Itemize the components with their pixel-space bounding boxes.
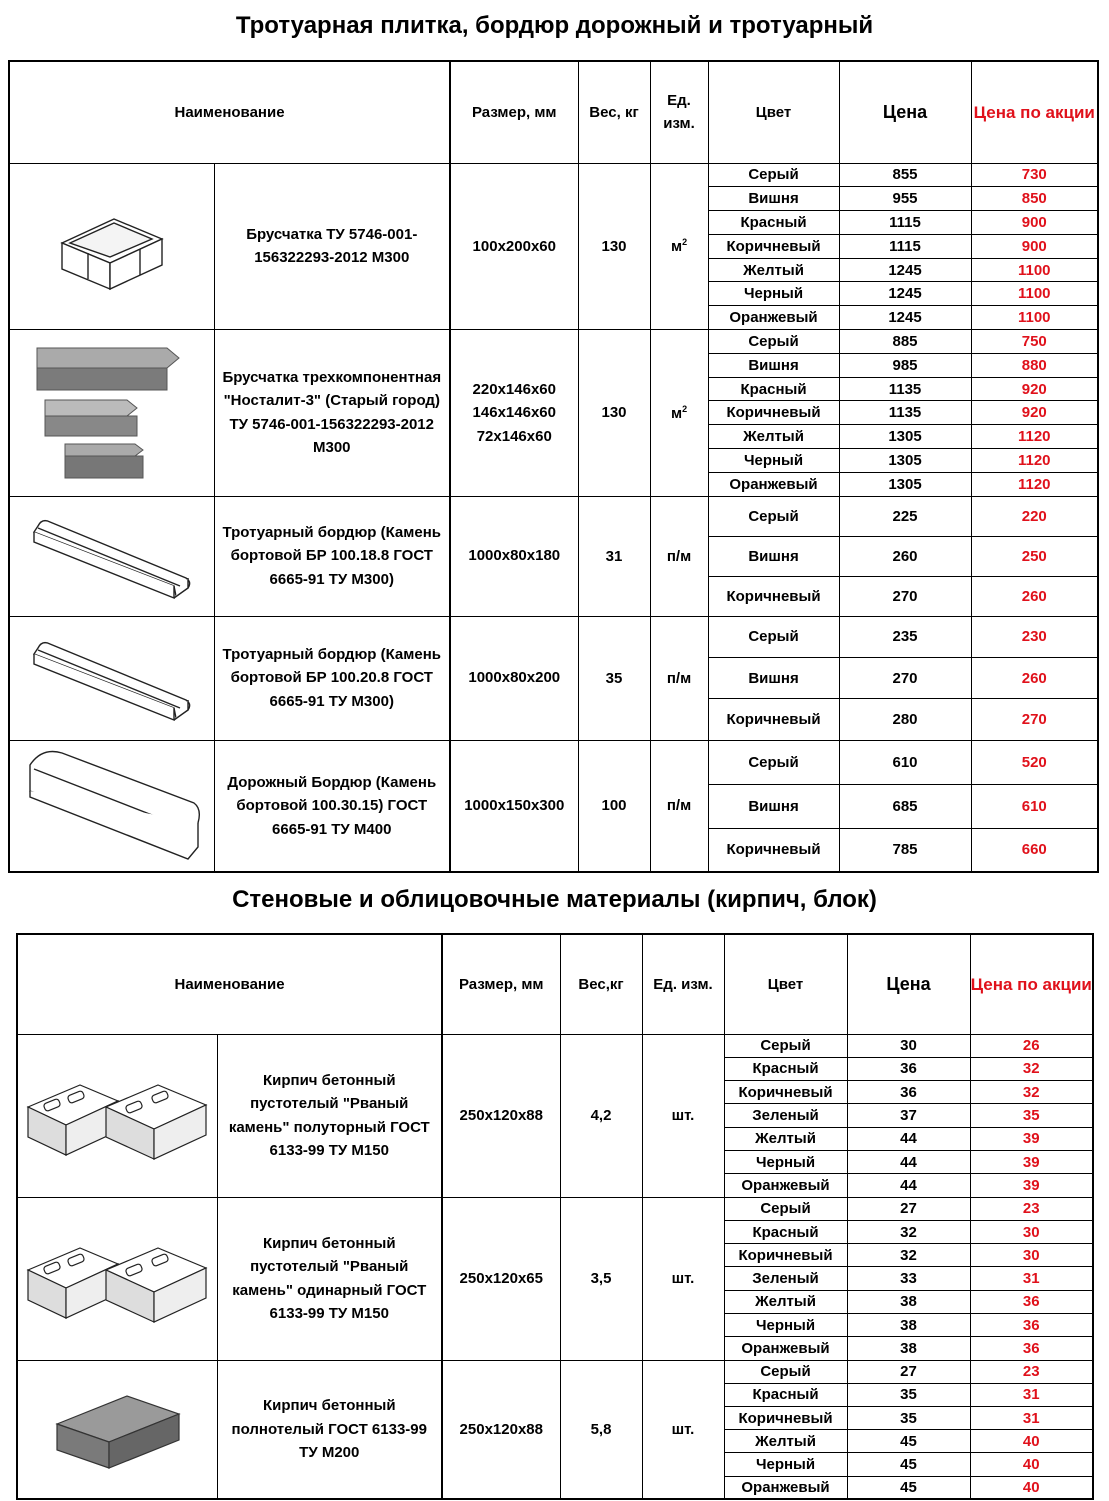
color-cell: Вишня <box>708 784 839 828</box>
product-size: 1000x150x300 <box>450 740 578 872</box>
promo-price-cell: 31 <box>970 1267 1093 1290</box>
price-cell: 27 <box>847 1360 970 1383</box>
price-cell: 1135 <box>839 377 971 401</box>
price-cell: 45 <box>847 1453 970 1476</box>
color-cell: Красный <box>724 1383 847 1406</box>
table-row <box>9 496 1098 536</box>
color-cell: Серый <box>708 496 839 536</box>
promo-price-cell: 39 <box>970 1127 1093 1150</box>
product-unit <box>650 496 708 616</box>
promo-price-cell: 880 <box>971 353 1098 377</box>
price-cell: 785 <box>839 828 971 872</box>
promo-price-cell: 32 <box>970 1081 1093 1104</box>
promo-price-cell: 40 <box>970 1453 1093 1476</box>
color-cell: Желтый <box>724 1430 847 1453</box>
promo-price-cell: 850 <box>971 187 1098 211</box>
table-row <box>17 1360 1093 1383</box>
table-row <box>9 740 1098 784</box>
price-cell: 1115 <box>839 211 971 235</box>
solid-brick-icon <box>18 1384 217 1474</box>
unit-exponent: 2 <box>682 403 688 414</box>
promo-price-cell: 920 <box>971 377 1098 401</box>
color-cell: Коричневый <box>708 699 839 740</box>
promo-price-cell: 31 <box>970 1383 1093 1406</box>
product-unit <box>650 740 708 872</box>
color-cell: Коричневый <box>724 1081 847 1104</box>
price-cell: 955 <box>839 187 971 211</box>
promo-price-cell: 26 <box>970 1034 1093 1057</box>
promo-price-cell: 36 <box>970 1337 1093 1360</box>
product-unit <box>650 163 708 330</box>
product-image <box>9 496 214 616</box>
product-weight: 31 <box>578 496 650 616</box>
product-image <box>9 163 214 330</box>
promo-price-cell: 23 <box>970 1360 1093 1383</box>
price-cell: 1115 <box>839 234 971 258</box>
header-price: Цена <box>847 934 970 1034</box>
product-size: 1000x80x180 <box>450 496 578 616</box>
product-name: Брусчатка ТУ 5746-001-156322293-2012 М300 <box>214 163 450 330</box>
color-cell: Красный <box>724 1057 847 1080</box>
hollow-brick-icon <box>18 1071 217 1161</box>
header-row <box>9 61 1098 163</box>
unit-label: шт. <box>671 1107 695 1125</box>
product-name: Кирпич бетонный пустотелый "Рваный камень" полуторный ГОСТ 6133-99 ТУ М150 <box>217 1034 442 1197</box>
price-cell: 855 <box>839 163 971 187</box>
color-cell: Серый <box>724 1034 847 1057</box>
price-cell: 38 <box>847 1290 970 1313</box>
color-cell: Коричневый <box>724 1407 847 1430</box>
color-cell: Оранжевый <box>708 306 839 330</box>
price-cell: 35 <box>847 1383 970 1406</box>
price-cell: 27 <box>847 1197 970 1220</box>
table-row <box>17 1034 1093 1057</box>
price-cell: 38 <box>847 1314 970 1337</box>
price-cell: 260 <box>839 536 971 576</box>
promo-price-cell: 40 <box>970 1430 1093 1453</box>
product-image <box>17 1360 217 1499</box>
color-cell: Красный <box>708 377 839 401</box>
color-cell: Коричневый <box>708 234 839 258</box>
promo-price-cell: 1100 <box>971 258 1098 282</box>
color-cell: Желтый <box>708 258 839 282</box>
unit-label: п/м <box>666 797 692 815</box>
promo-price-cell: 30 <box>970 1244 1093 1267</box>
promo-price-cell: 250 <box>971 536 1098 576</box>
promo-price-cell: 1120 <box>971 449 1098 473</box>
price-cell: 270 <box>839 576 971 616</box>
color-cell: Черный <box>724 1453 847 1476</box>
color-cell: Серый <box>724 1360 847 1383</box>
promo-price-cell: 520 <box>971 740 1098 784</box>
product-name: Брусчатка трехкомпонентная "Носталит-3" (Старый город) ТУ 5746-001-156322293-2012 М300 <box>214 330 450 497</box>
product-size: 1000x80x200 <box>450 616 578 740</box>
price-cell: 45 <box>847 1476 970 1499</box>
promo-price-cell: 270 <box>971 699 1098 740</box>
price-cell: 33 <box>847 1267 970 1290</box>
product-size: 220x146x60 146x146x60 72x146x60 <box>450 330 578 497</box>
color-cell: Вишня <box>708 657 839 698</box>
promo-price-cell: 23 <box>970 1197 1093 1220</box>
promo-price-cell: 30 <box>970 1220 1093 1243</box>
color-cell: Черный <box>708 282 839 306</box>
product-unit <box>642 1197 724 1360</box>
price-cell: 36 <box>847 1081 970 1104</box>
promo-price-cell: 1120 <box>971 425 1098 449</box>
color-cell: Красный <box>708 211 839 235</box>
product-size: 250x120x88 <box>442 1034 560 1197</box>
product-unit <box>642 1360 724 1499</box>
price-cell: 37 <box>847 1104 970 1127</box>
price-cell: 45 <box>847 1430 970 1453</box>
header-row <box>17 934 1093 1034</box>
promo-price-cell: 1100 <box>971 282 1098 306</box>
promo-price-cell: 1120 <box>971 472 1098 496</box>
product-image <box>9 740 214 872</box>
promo-price-cell: 900 <box>971 234 1098 258</box>
unit-label: м <box>670 404 683 422</box>
price-cell: 1245 <box>839 258 971 282</box>
price-cell: 30 <box>847 1034 970 1057</box>
price-cell: 44 <box>847 1150 970 1173</box>
promo-price-cell: 36 <box>970 1290 1093 1313</box>
header-color: Цвет <box>708 61 839 163</box>
sidewalk-curb-icon <box>10 506 214 606</box>
color-cell: Желтый <box>724 1127 847 1150</box>
color-cell: Коричневый <box>708 401 839 425</box>
promo-price-cell: 900 <box>971 211 1098 235</box>
color-cell: Коричневый <box>708 576 839 616</box>
price-cell: 235 <box>839 616 971 657</box>
color-cell: Вишня <box>708 187 839 211</box>
color-cell: Серый <box>708 740 839 784</box>
promo-price-cell: 1100 <box>971 306 1098 330</box>
price-cell: 44 <box>847 1174 970 1197</box>
header-size: Размер, мм <box>450 61 578 163</box>
promo-price-cell: 31 <box>970 1407 1093 1430</box>
table-row <box>17 1197 1093 1220</box>
color-cell: Зеленый <box>724 1104 847 1127</box>
price-cell: 280 <box>839 699 971 740</box>
price-cell: 1305 <box>839 425 971 449</box>
price-cell: 1305 <box>839 449 971 473</box>
sidewalk-curb-icon <box>10 628 214 728</box>
header-unit: Ед. изм. <box>650 61 708 163</box>
color-cell: Оранжевый <box>724 1476 847 1499</box>
product-image <box>17 1034 217 1197</box>
color-cell: Черный <box>708 449 839 473</box>
price-cell: 1135 <box>839 401 971 425</box>
promo-price-cell: 220 <box>971 496 1098 536</box>
header-promo: Цена по акции <box>970 934 1093 1034</box>
promo-price-cell: 230 <box>971 616 1098 657</box>
product-size: 250x120x65 <box>442 1197 560 1360</box>
price-cell: 36 <box>847 1057 970 1080</box>
three-component-paving-icon <box>10 338 214 488</box>
color-cell: Черный <box>724 1314 847 1337</box>
promo-price-cell: 660 <box>971 828 1098 872</box>
product-size: 250x120x88 <box>442 1360 560 1499</box>
promo-price-cell: 260 <box>971 576 1098 616</box>
section-title-wall-materials: Стеновые и облицовочные материалы (кирпич, блок) <box>232 886 877 913</box>
hollow-brick-icon <box>18 1234 217 1324</box>
price-cell: 35 <box>847 1407 970 1430</box>
promo-price-cell: 260 <box>971 657 1098 698</box>
price-cell: 38 <box>847 1337 970 1360</box>
promo-price-cell: 39 <box>970 1150 1093 1173</box>
unit-label: шт. <box>671 1420 695 1438</box>
product-weight: 4,2 <box>560 1034 642 1197</box>
product-weight: 3,5 <box>560 1197 642 1360</box>
price-cell: 610 <box>839 740 971 784</box>
color-cell: Желтый <box>708 425 839 449</box>
price-cell: 32 <box>847 1220 970 1243</box>
promo-price-cell: 36 <box>970 1314 1093 1337</box>
color-cell: Оранжевый <box>724 1337 847 1360</box>
color-cell: Серый <box>708 330 839 354</box>
product-name: Тротуарный бордюр (Камень бортовой БР 100.18.8 ГОСТ 6665-91 ТУ М300) <box>214 496 450 616</box>
color-cell: Оранжевый <box>724 1174 847 1197</box>
product-name: Дорожный Бордюр (Камень бортовой 100.30.15) ГОСТ 6665-91 ТУ М400 <box>214 740 450 872</box>
unit-label: м <box>670 238 683 256</box>
price-cell: 1245 <box>839 306 971 330</box>
color-cell: Оранжевый <box>708 472 839 496</box>
color-cell: Зеленый <box>724 1267 847 1290</box>
price-cell: 885 <box>839 330 971 354</box>
unit-exponent: 2 <box>682 237 688 248</box>
color-cell: Коричневый <box>724 1244 847 1267</box>
promo-price-cell: 610 <box>971 784 1098 828</box>
header-unit: Ед. изм. <box>642 934 724 1034</box>
header-weight: Вес,кг <box>560 934 642 1034</box>
product-name: Кирпич бетонный полнотелый ГОСТ 6133-99 ТУ М200 <box>217 1360 442 1499</box>
product-image <box>9 616 214 740</box>
header-promo: Цена по акции <box>971 61 1098 163</box>
promo-price-cell: 40 <box>970 1476 1093 1499</box>
unit-label: п/м <box>666 669 692 687</box>
color-cell: Коричневый <box>708 828 839 872</box>
unit-label: п/м <box>666 547 692 565</box>
product-image <box>9 330 214 497</box>
color-cell: Серый <box>708 163 839 187</box>
promo-price-cell: 39 <box>970 1174 1093 1197</box>
header-size: Размер, мм <box>442 934 560 1034</box>
header-color: Цвет <box>724 934 847 1034</box>
color-cell: Серый <box>724 1197 847 1220</box>
price-cell: 225 <box>839 496 971 536</box>
product-unit <box>650 616 708 740</box>
header-name: Наименование <box>17 934 442 1034</box>
color-cell: Вишня <box>708 536 839 576</box>
price-cell: 44 <box>847 1127 970 1150</box>
product-name: Тротуарный бордюр (Камень бортовой БР 100.20.8 ГОСТ 6665-91 ТУ М300) <box>214 616 450 740</box>
header-weight: Вес, кг <box>578 61 650 163</box>
promo-price-cell: 920 <box>971 401 1098 425</box>
promo-price-cell: 750 <box>971 330 1098 354</box>
paving-brick-icon <box>10 201 214 291</box>
promo-price-cell: 35 <box>970 1104 1093 1127</box>
table-row <box>9 330 1098 354</box>
paving-price-table <box>8 60 1099 873</box>
unit-label: шт. <box>671 1270 695 1288</box>
promo-price-cell: 32 <box>970 1057 1093 1080</box>
color-cell: Вишня <box>708 353 839 377</box>
product-name: Кирпич бетонный пустотелый "Рваный камень" одинарный ГОСТ 6133-99 ТУ М150 <box>217 1197 442 1360</box>
header-name: Наименование <box>9 61 450 163</box>
product-weight: 100 <box>578 740 650 872</box>
product-weight: 130 <box>578 163 650 330</box>
product-unit <box>650 330 708 497</box>
section-title-paving: Тротуарная плитка, бордюр дорожный и тротуарный <box>235 12 874 39</box>
price-cell: 32 <box>847 1244 970 1267</box>
header-price: Цена <box>839 61 971 163</box>
color-cell: Красный <box>724 1220 847 1243</box>
product-weight: 35 <box>578 616 650 740</box>
price-cell: 985 <box>839 353 971 377</box>
product-weight: 5,8 <box>560 1360 642 1499</box>
price-cell: 685 <box>839 784 971 828</box>
road-curb-icon <box>10 743 214 868</box>
color-cell: Черный <box>724 1150 847 1173</box>
table-row <box>9 163 1098 187</box>
product-weight: 130 <box>578 330 650 497</box>
price-cell: 1305 <box>839 472 971 496</box>
price-cell: 1245 <box>839 282 971 306</box>
color-cell: Желтый <box>724 1290 847 1313</box>
product-image <box>17 1197 217 1360</box>
product-size: 100x200x60 <box>450 163 578 330</box>
wall-materials-price-table <box>16 933 1094 1500</box>
table-row <box>9 616 1098 657</box>
color-cell: Серый <box>708 616 839 657</box>
product-unit <box>642 1034 724 1197</box>
promo-price-cell: 730 <box>971 163 1098 187</box>
price-cell: 270 <box>839 657 971 698</box>
